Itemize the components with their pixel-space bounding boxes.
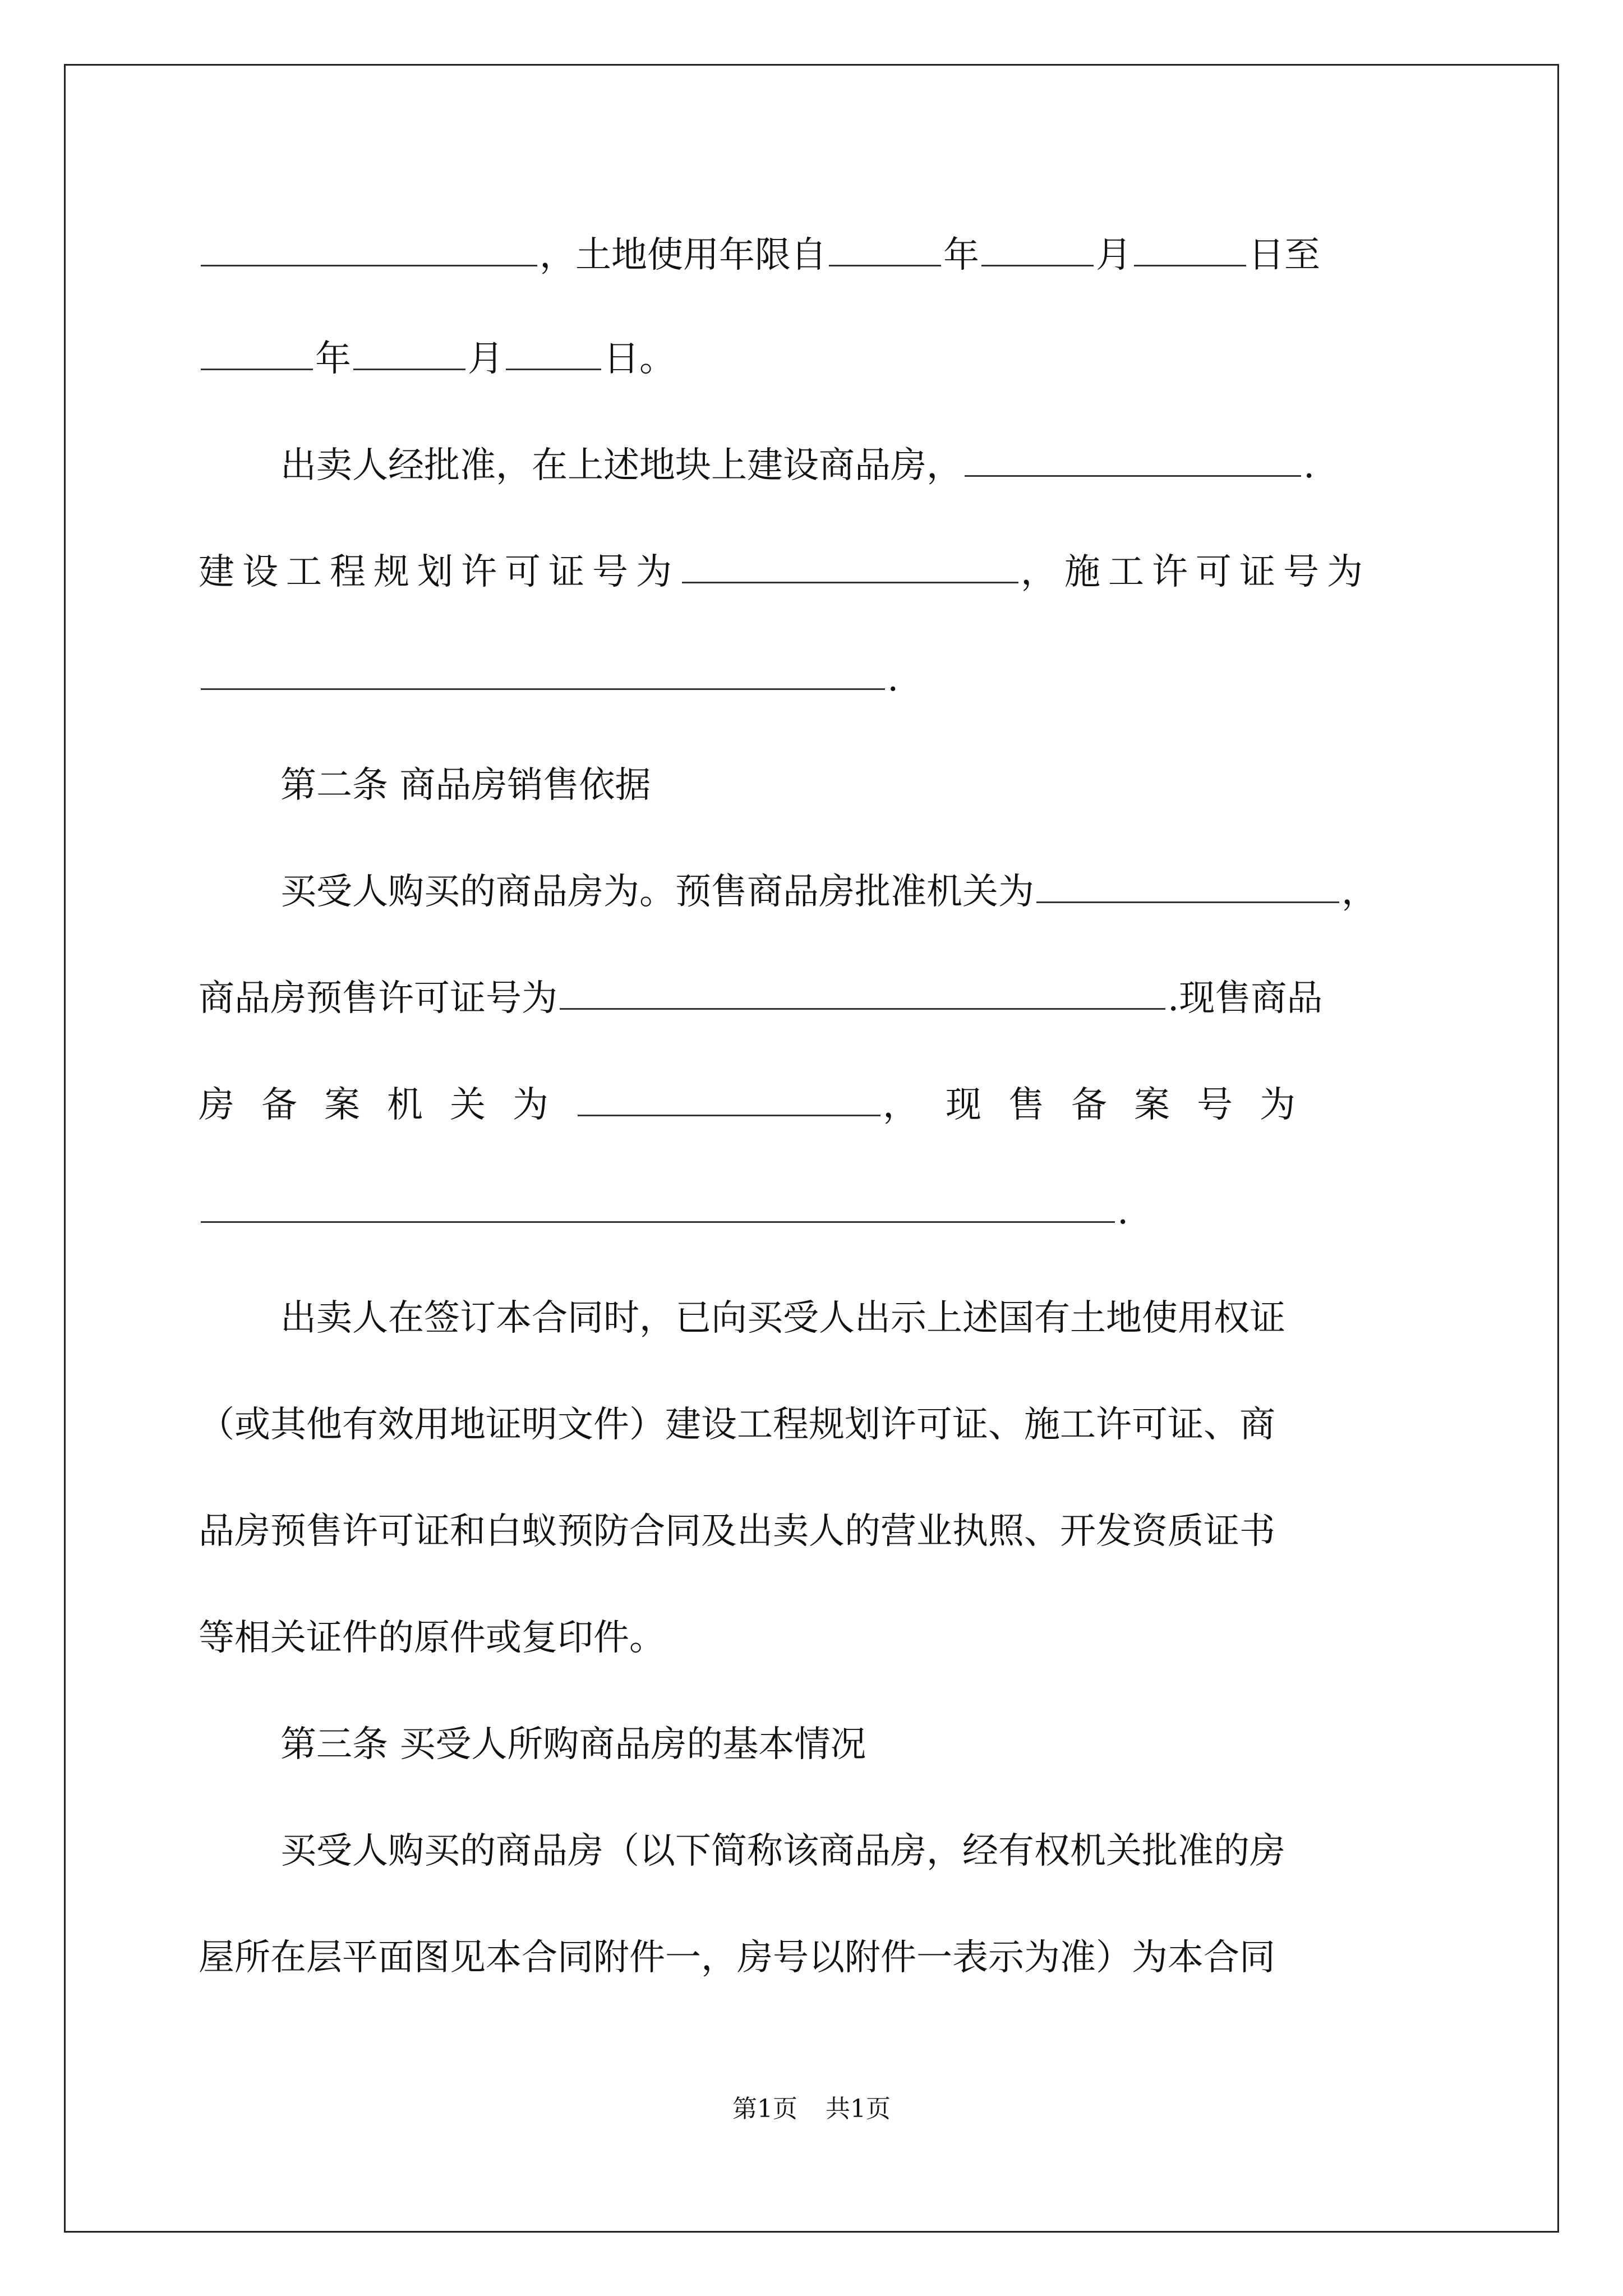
text-line: 房备案机关为 ，现售备案号为 <box>199 1080 1322 1130</box>
fill-blank <box>201 654 885 690</box>
page-total: 共1页 <box>826 2095 891 2123</box>
section-heading: 第三条 买受人所购商品房的基本情况 <box>280 1724 866 1765</box>
text-line: 等相关证件的原件或复印件。 <box>199 1617 665 1659</box>
fill-blank <box>1134 230 1246 266</box>
text-line: 买受人购买的商品房为。预售商品房批准机关为 ， <box>280 867 1377 917</box>
text-line: 买受人购买的商品房（以下简称该商品房，经有权机关批准的房 <box>280 1830 1285 1872</box>
text-line: 品房预售许可证和白蚁预防合同及出卖人的营业执照、开发资质证书 <box>199 1511 1275 1552</box>
page-footer <box>0 2092 1623 2126</box>
fill-blank <box>965 440 1301 477</box>
fill-blank <box>1036 867 1339 903</box>
fill-blank <box>201 334 313 370</box>
fill-blank <box>201 230 537 266</box>
fill-blank <box>682 547 1018 583</box>
text-line: （或其他有效用地证明文件）建设工程规划许可证、施工许可证、商 <box>199 1404 1275 1446</box>
text-line: ，土地使用年限自 年 月 日至 <box>199 230 1432 280</box>
text-line: . <box>199 654 898 704</box>
fill-blank <box>353 334 465 370</box>
section-heading: 第二条 商品房销售依据 <box>280 765 651 806</box>
fill-blank <box>578 1080 880 1116</box>
text-line: . <box>199 1186 1128 1237</box>
fill-blank <box>506 334 601 370</box>
text-line: 出卖人经批准，在上述地块上建设商品房， . <box>280 440 1315 491</box>
text-line: 建设工程规划许可证号为 ，施工许可证号为 <box>199 547 1371 597</box>
page-border <box>64 64 1559 2233</box>
text-line: 商品房预售许可证号为 .现售商品 <box>199 973 1322 1024</box>
fill-blank <box>981 230 1094 266</box>
text-line: 屋所在层平面图见本合同附件一，房号以附件一表示为准）为本合同 <box>199 1937 1275 1978</box>
text-line: 年 月 日。 <box>199 334 675 384</box>
fill-blank <box>560 973 1165 1010</box>
page-number: 第1页 <box>732 2095 797 2123</box>
text-line: 出卖人在签订本合同时，已向买受人出示上述国有土地使用权证 <box>280 1297 1285 1339</box>
fill-blank <box>829 230 941 266</box>
fill-blank <box>201 1186 1115 1223</box>
